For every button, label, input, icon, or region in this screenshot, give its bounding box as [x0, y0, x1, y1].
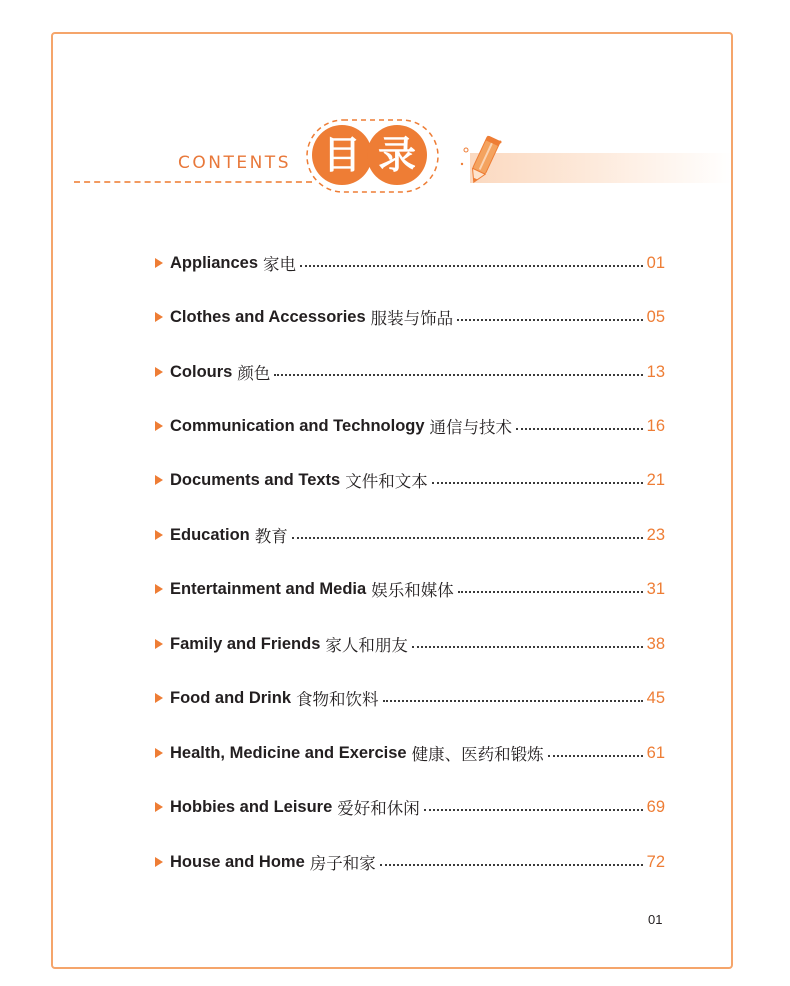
toc-entry-title-en: Education	[170, 525, 250, 544]
toc-entry-title-en: House and Home	[170, 852, 305, 871]
toc-entry-page: 45	[646, 688, 665, 707]
toc-entry-page: 61	[646, 743, 665, 762]
toc-entry-title-zh: 爱好和休闲	[337, 799, 420, 818]
dot-leader	[380, 864, 643, 866]
toc-entry-page: 72	[646, 852, 665, 871]
bullet-triangle-icon	[155, 421, 163, 431]
toc-entry-title-zh: 房子和家	[309, 854, 376, 873]
toc-entry[interactable]	[155, 792, 665, 822]
bullet-triangle-icon	[155, 312, 163, 322]
toc-entry-title-en: Hobbies and Leisure	[170, 797, 333, 816]
bullet-triangle-icon	[155, 258, 163, 268]
toc-entry-page: 05	[646, 307, 665, 326]
toc-entry-page: 16	[646, 416, 665, 435]
toc-entry-title-zh: 食物和饮料	[296, 690, 379, 709]
toc-entry-title-zh: 通信与技术	[429, 418, 513, 437]
toc-entry-title-en: Documents and Texts	[170, 470, 341, 489]
toc-entry[interactable]	[155, 248, 665, 278]
toc-entry[interactable]	[155, 629, 665, 659]
dot-leader	[432, 482, 643, 484]
toc-entry-page: 21	[646, 470, 665, 489]
bullet-triangle-icon	[155, 802, 163, 812]
dot-leader	[274, 374, 642, 376]
dot-leader	[458, 591, 643, 593]
toc-entry-page: 23	[646, 525, 665, 544]
toc-entry-title-en: Food and Drink	[170, 688, 291, 707]
bullet-triangle-icon	[155, 857, 163, 867]
toc-entry[interactable]	[155, 574, 665, 604]
toc-entry-title-zh: 家人和朋友	[325, 636, 408, 655]
dot-leader	[424, 809, 643, 811]
bullet-triangle-icon	[155, 584, 163, 594]
bullet-triangle-icon	[155, 367, 163, 377]
dot-leader	[383, 700, 643, 702]
toc-entry[interactable]	[155, 847, 665, 877]
contents-label: CONTENTS	[178, 153, 291, 173]
toc-entry-title-zh: 文件和文本	[345, 472, 428, 491]
dot-leader	[300, 265, 643, 267]
dot-leader	[516, 428, 643, 430]
toc-entry-title-zh: 颜色	[237, 364, 271, 383]
toc-entry-title-en: Clothes and Accessories	[170, 307, 366, 326]
toc-entry-page: 38	[646, 634, 665, 653]
dot-leader	[292, 537, 643, 539]
dot-leader	[457, 319, 643, 321]
bullet-triangle-icon	[155, 475, 163, 485]
toc-entry[interactable]	[155, 738, 665, 768]
header-dashed-rule	[74, 181, 312, 183]
toc-entry-title-zh: 服装与饰品	[370, 309, 454, 328]
title-char-lu: 录	[367, 125, 427, 185]
toc-entry-title-en: Colours	[170, 362, 233, 381]
toc-entry[interactable]	[155, 357, 665, 387]
toc-entry[interactable]	[155, 465, 665, 495]
page-number: 01	[648, 912, 663, 927]
toc-entry-title-zh: 娱乐和媒体	[371, 581, 454, 600]
toc-entry-page: 13	[646, 362, 665, 381]
toc-entry[interactable]	[155, 520, 665, 550]
header-fade-band	[470, 153, 732, 183]
toc-entry-page: 69	[646, 797, 665, 816]
toc-entry[interactable]	[155, 683, 665, 713]
title-char-mu: 目	[312, 125, 372, 185]
toc-entry-title-en: Entertainment and Media	[170, 579, 367, 598]
toc-entry-title-en: Appliances	[170, 253, 259, 272]
toc-entry-title-en: Family and Friends	[170, 634, 321, 653]
bullet-triangle-icon	[155, 748, 163, 758]
pencil-icon	[458, 130, 508, 190]
toc-entry-page: 01	[646, 253, 665, 272]
toc-entry-title-en: Communication and Technology	[170, 416, 425, 435]
toc-entry-title-zh: 家电	[263, 255, 297, 274]
bullet-triangle-icon	[155, 530, 163, 540]
toc-entry-title-en: Health, Medicine and Exercise	[170, 743, 407, 762]
toc-entry[interactable]	[155, 411, 665, 441]
toc-entry-page: 31	[646, 579, 665, 598]
toc-entry-title-zh: 教育	[254, 527, 288, 546]
dot-leader	[412, 646, 643, 648]
toc-entry[interactable]	[155, 302, 665, 332]
bullet-triangle-icon	[155, 639, 163, 649]
bullet-triangle-icon	[155, 693, 163, 703]
toc-entry-title-zh: 健康、医药和锻炼	[411, 745, 544, 764]
dot-leader	[548, 755, 643, 757]
contents-title	[305, 118, 440, 194]
